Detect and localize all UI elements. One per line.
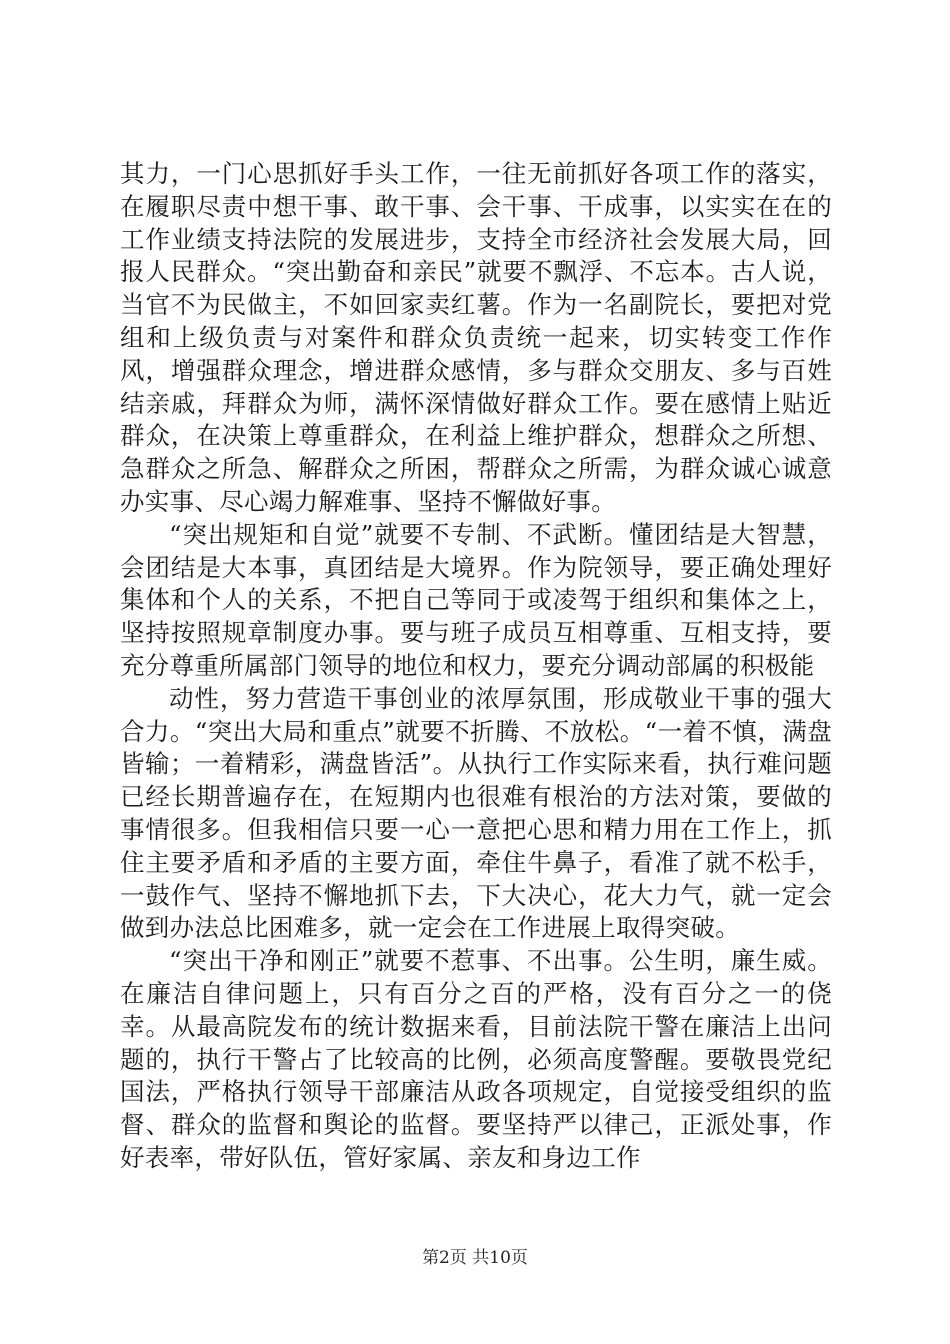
paragraph-1: 其力，一门心思抓好手头工作，一往无前抓好各项工作的落实，在履职尽责中想干事、敢干事、会干事、干成事，以实实在在的工作业绩支持法院的发展进步，支持全市经济社会发展大局，回报人民群众。“突出勤奋和亲民”就要不飘浮、不忘本。古人说，当官不为民做主，不如回家卖红薯。作为一名副院长，要把对党组和上级负责与对案件和群众负责统一起来，切实转变工作作风，增强群众理念，增进群众感情，多与群众交朋友、多与百姓结亲戚，拜群众为师，满怀深情做好群众工作。要在感情上贴近群众，在决策上尊重群众，在利益上维护群众，想群众之所想、急群众之所急、解群众之所困，帮群众之所需，为群众诚心诚意办实事、尽心竭力解难事、坚持不懈做好事。 (120, 159, 832, 516)
paragraph-2: “突出规矩和自觉”就要不专制、不武断。懂团结是大智慧，会团结是大本事，真团结是大境界。作为院领导，要正确处理好集体和个人的关系，不把自己等同于或凌驾于组织和集体之上，坚持按照规章制度办事。要与班子成员互相尊重、互相支持，要充分尊重所属部门领导的地位和权力，要充分调动部属的积极能 (120, 519, 832, 680)
page-number: 第2页 共10页 (422, 1248, 528, 1268)
paragraph-4: “突出干净和刚正”就要不惹事、不出事。公生明，廉生威。在廉洁自律问题上，只有百分之百的严格，没有百分之一的侥幸。从最高院发布的统计数据来看，目前法院干警在廉洁上出问题的，执行干警占了比较高的比例，必须高度警醒。要敬畏党纪国法，严格执行领导干部廉洁从政各项规定，自觉接受组织的监督、群众的监督和舆论的监督。要坚持严以律己，正派处事，作好表率，带好队伍，管好家属、亲友和身边工作 (120, 946, 832, 1172)
body-text (120, 158, 832, 1175)
paragraph-3: 动性，努力营造干事创业的浓厚氛围，形成敬业干事的强大合力。“突出大局和重点”就要不折腾、不放松。“一着不慎，满盘皆输；一着精彩，满盘皆活”。从执行工作实际来看，执行难问题已经长期普遍存在，在短期内也很难有根治的方法对策，要做的事情很多。但我相信只要一心一意把心思和精力用在工作上，抓住主要矛盾和矛盾的主要方面，牵住牛鼻子，看准了就不松手，一鼓作气、坚持不懈地抓下去，下大决心，花大力气，就一定会做到办法总比困难多，就一定会在工作进展上取得突破。 (120, 683, 832, 943)
page-footer (0, 1243, 950, 1268)
